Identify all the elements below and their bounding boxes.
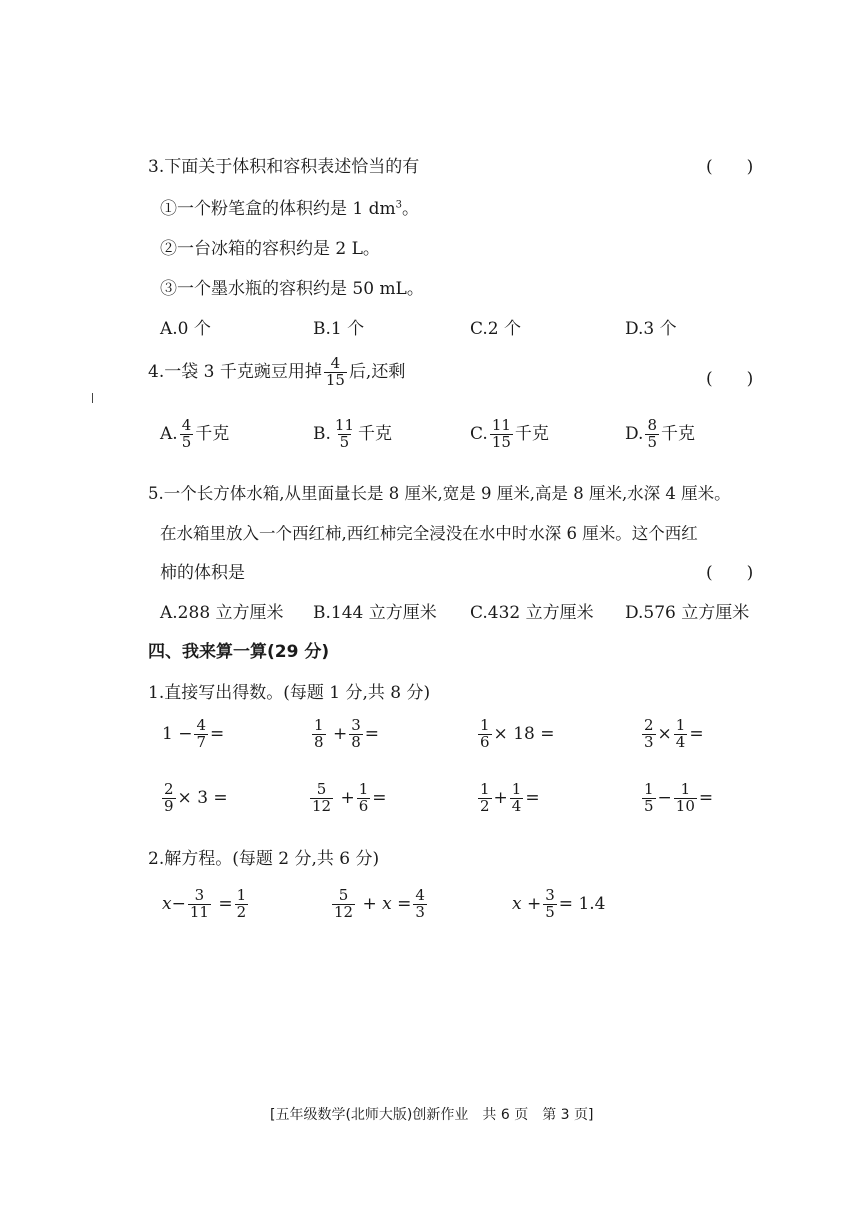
q4-option-c[interactable] [470,418,549,451]
fraction-numerator: 5 [338,886,349,904]
calc-fraction [312,718,326,751]
fraction-denominator: 5 [545,902,555,921]
margin-mark [92,393,93,403]
q5-option-d[interactable]: D.576 立方厘米 [625,603,750,623]
fraction-numerator: 1 [314,716,324,734]
q3-stem: 3.下面关于体积和容积表述恰当的有 [148,157,420,177]
calc-fraction [413,888,427,921]
option-letter: B. [313,423,331,444]
fraction-denominator: 10 [675,796,695,815]
calc-operator: + [340,787,355,808]
calc-equals: = [698,787,714,808]
option-fraction [333,418,356,451]
fraction-denominator: 3 [644,732,654,751]
calc-r2-d[interactable] [640,782,713,815]
calc-fraction [194,718,208,751]
fraction-numerator: 1 [675,716,686,734]
fraction-denominator: 12 [334,902,354,921]
calc-fraction [332,888,355,921]
q3-option-c[interactable]: C.2 个 [470,319,522,339]
fraction-numerator: 4 [415,886,425,904]
equation-1[interactable] [162,888,250,921]
fraction-denominator: 6 [480,732,490,751]
page-footer: [五年级数学(北师大版)创新作业 共 6 页 第 3 页] [270,1107,594,1123]
fraction-denominator: 8 [351,732,361,751]
calc-equals: = [372,787,387,808]
option-fraction [490,418,513,451]
option-letter: A. [160,423,178,444]
fraction-numerator: 2 [164,780,174,798]
fraction-denominator: 5 [647,432,657,451]
option-letter: D. [625,423,644,444]
fraction-denominator: 8 [314,732,324,751]
fraction-denominator: 12 [312,796,332,815]
calc-fraction [543,888,557,921]
calc-equals: = [364,723,379,744]
calc-fraction [357,782,371,815]
calc-operator: + [527,893,542,914]
fraction-numerator: 4 [196,716,207,734]
q4-stem-post: 后,还剩 [348,361,406,382]
calc-operator: + [362,893,377,914]
option-unit: 千克 [358,423,392,444]
q5-option-c[interactable]: C.432 立方厘米 [470,603,594,623]
fraction-numerator: 11 [334,416,354,434]
calc-fraction [310,782,333,815]
q3-statement-1 [160,194,419,219]
cubic-superscript: 3 [395,199,403,211]
calc-r2-a[interactable] [160,782,228,815]
q3-statement-3: ③一个墨水瓶的容积约是 50 mL。 [160,279,424,299]
calc-r1-c[interactable] [476,718,554,751]
fraction-numerator: 3 [351,716,361,734]
q4-answer-paren[interactable]: ( ) [706,369,754,389]
fraction-denominator: 3 [415,902,425,921]
calc-fraction [478,718,492,751]
equation-3[interactable] [512,888,605,921]
option-fraction [645,418,659,451]
calc-r2-b[interactable] [308,782,387,815]
calc-fraction [235,888,249,921]
calc-equals: = [689,723,704,744]
calc-fraction [188,888,211,921]
equation-2[interactable] [330,888,429,921]
fraction-numerator: 1 [511,780,522,798]
fraction-denominator: 4 [511,796,522,815]
calc-text: × 18 = [493,723,555,744]
calc-operator: − [171,893,186,914]
fraction-numerator: 8 [647,416,657,434]
q3-statement-1-text: ①一个粉笔盒的体积约是 1 dm [160,199,396,219]
q5-answer-paren[interactable]: ( ) [706,563,754,583]
fraction-numerator: 4 [330,354,341,372]
calc-fraction [478,782,492,815]
q3-answer-paren[interactable]: ( ) [706,157,754,177]
fraction-denominator: 7 [196,732,207,751]
fraction-numerator: 1 [644,780,654,798]
section-title: 四、我来算一算(29 分) [148,642,330,662]
fraction-denominator: 15 [325,370,345,389]
q3-option-a[interactable]: A.0 个 [160,319,211,339]
calc-equals: = [525,787,540,808]
q3-option-d[interactable]: D.3 个 [625,319,677,339]
variable-x: x [512,893,522,914]
calc-instructions: 1.直接写出得数。(每题 1 分,共 8 分) [148,683,431,703]
q5-option-b[interactable]: B.144 立方厘米 [313,603,437,623]
q5-option-a[interactable]: A.288 立方厘米 [160,603,284,623]
q4-stem [148,356,405,389]
calc-fraction [642,782,656,815]
calc-equals: = [218,893,233,914]
q5-line-1: 5.一个长方体水箱,从里面量长是 8 厘米,宽是 9 厘米,高是 8 厘米,水深 4 厘米。 [148,484,731,503]
calc-fraction [674,718,688,751]
fraction-numerator: 1 [680,780,691,798]
calc-r1-a[interactable] [162,718,224,751]
q5-line-3: 柿的体积是 [160,563,245,583]
fraction-numerator: 1 [480,716,490,734]
fraction-denominator: 15 [491,432,511,451]
calc-operator: − [657,787,672,808]
q3-option-b[interactable]: B.1 个 [313,319,365,339]
fraction-numerator: 1 [358,780,369,798]
option-letter: C. [470,423,488,444]
calc-fraction [349,718,363,751]
fraction-denominator: 5 [339,432,350,451]
calc-equals: = [210,723,225,744]
q4-option-a[interactable] [160,418,229,451]
fraction-denominator: 4 [675,732,686,751]
variable-x: x [162,893,172,914]
calc-fraction [642,718,656,751]
calc-r2-c[interactable] [476,782,540,815]
calc-r1-b[interactable] [310,718,379,751]
fraction-denominator: 11 [189,902,209,921]
q3-statement-1-period: 。 [402,199,420,219]
q4-option-b[interactable] [313,418,392,451]
fraction-numerator: 1 [236,886,247,904]
q4-stem-pre: 4.一袋 3 千克豌豆用掉 [148,361,322,382]
fraction-numerator: 2 [644,716,654,734]
calc-operator: + [332,723,348,744]
equation-rhs: = 1.4 [558,893,606,914]
option-unit: 千克 [660,423,695,444]
fraction-numerator: 11 [491,416,511,434]
q5-line-2: 在水箱里放入一个西红柿,西红柿完全浸没在水中时水深 6 厘米。这个西红 [160,524,698,543]
fraction-denominator: 9 [164,796,174,815]
option-fraction [180,418,194,451]
calc-operator: × [657,723,672,744]
calc-equals: = [397,893,412,914]
calc-r1-d[interactable] [640,718,704,751]
fraction-denominator: 2 [480,796,490,815]
fraction-numerator: 4 [181,416,192,434]
equations-instructions: 2.解方程。(每题 2 分,共 6 分) [148,849,380,869]
fraction-denominator: 5 [181,432,192,451]
fraction-denominator: 2 [236,902,247,921]
fraction-numerator: 1 [480,780,490,798]
option-unit: 千克 [195,423,230,444]
calc-text: × 3 = [177,787,228,808]
fraction-denominator: 5 [644,796,654,815]
calc-fraction [162,782,176,815]
variable-x: x [382,893,392,914]
calc-fraction [674,782,697,815]
q4-option-d[interactable] [625,418,695,451]
option-unit: 千克 [514,423,549,444]
calc-text: 1 − [162,723,193,744]
fraction-denominator: 6 [358,796,369,815]
calc-fraction [510,782,524,815]
q3-statement-2: ②一台冰箱的容积约是 2 L。 [160,239,380,259]
calc-operator: + [493,787,508,808]
fraction-numerator: 3 [545,886,555,904]
fraction-numerator: 3 [194,886,205,904]
fraction-numerator: 5 [316,780,327,798]
q4-stem-fraction [324,356,347,389]
